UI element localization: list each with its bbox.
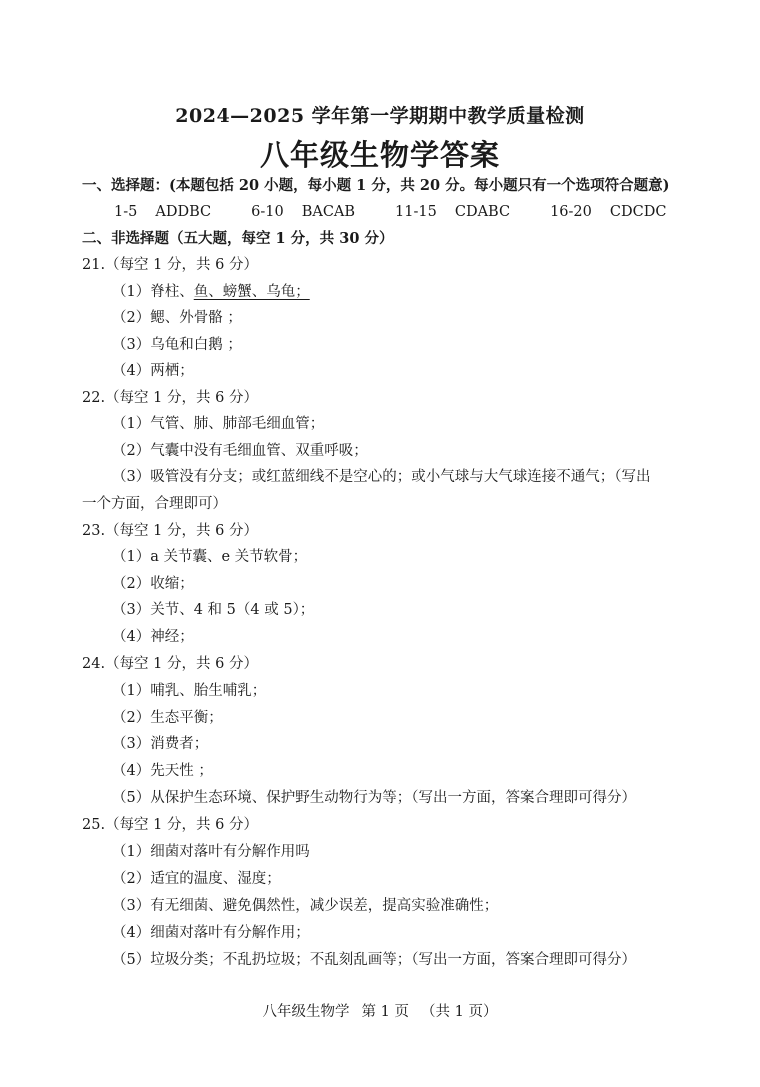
mcq-range: 6-10 [251,204,284,220]
q24-answer-4: （4）先天性 ； [112,763,213,779]
q25-answer-2: （2）适宜的温度、湿度； [112,871,281,887]
q24-answer-1: （1）哺乳、胎生哺乳； [112,683,267,699]
mcq-range: 16-20 [550,204,592,220]
q25-label: 25.（每空 1 分，共 6 分） [82,817,258,833]
footer-subject: 八年级生物学 [262,1004,350,1020]
mcq-answer-row [114,202,706,222]
q21-answer-2: （2）鳃、外骨骼 ； [112,310,242,326]
q21-answer-1-plain: （1）脊柱、 [112,284,194,300]
q22-answer-1: （1）气管、肺、肺部毛细血管； [112,416,325,432]
section2-heading: 二、非选择题（五大题，每空 1 分，共 30 分） [82,230,394,247]
q25-answer-1: （1）细菌对落叶有分解作用吗 [112,844,310,860]
page-footer [0,1000,760,1021]
q23-label: 23.（每空 1 分，共 6 分） [82,523,258,539]
mcq-answer: CDABC [454,204,511,220]
q24-answer-5: （5）从保护生态环境、保护野生动物行为等；（写出一方面，答案合理即可得分） [112,790,636,806]
section1-heading: 一、选择题：(本题包括 20 小题，每小题 1 分，共 20 分。每小题只有一个选项符合题意) [82,177,670,194]
q25-answer-5: （5）垃圾分类；不乱扔垃圾；不乱刻乱画等；（写出一方面，答案合理即可得分） [112,952,636,968]
mcq-range: 11-15 [395,204,437,220]
q23-answer-4: （4）神经； [112,629,194,645]
q23-answer-1: （1）a 关节囊、e 关节软骨； [112,549,308,565]
q25-answer-3: （3）有无细菌、避免偶然性，减少误差，提高实验准确性； [112,898,499,914]
page-title: 八年级生物学答案 [259,138,500,172]
q22-label: 22.（每空 1 分，共 6 分） [82,390,258,406]
q24-label: 24.（每空 1 分，共 6 分） [82,656,258,672]
mcq-answer: CDCDC [609,204,667,220]
q22-answer-3-line1: （3）吸管没有分支；或红蓝细线不是空心的；或小气球与大气球连接不通气；（写出 [112,469,651,485]
q21-answer-4: （4）两栖； [112,363,194,379]
mcq-range: 1-5 [114,204,138,220]
q21-label: 21.（每空 1 分，共 6 分） [82,257,258,273]
q24-answer-3: （3）消费者； [112,736,209,752]
exam-title: 2024—2025 学年第一学期期中教学质量检测 [175,105,585,127]
q23-answer-3: （3）关节、4 和 5（4 或 5）； [112,602,315,618]
q25-answer-4: （4）细菌对落叶有分解作用； [112,925,310,941]
q24-answer-2: （2）生态平衡； [112,710,223,726]
q21-answer-3: （3）乌龟和白鹅 ； [112,337,242,353]
footer-page-total: （共 1 页） [421,1004,498,1020]
q21-answer-1 [112,282,310,302]
q23-answer-2: （2）收缩； [112,576,194,592]
q22-answer-3-line2: 一个方面，合理即可） [82,496,227,512]
q22-answer-2: （2）气囊中没有毛细血管、双重呼吸； [112,443,368,459]
footer-page-number: 第 1 页 [361,1004,409,1020]
q21-answer-1-underlined: 鱼、螃蟹、乌龟； [193,284,310,300]
mcq-answer: BACAB [301,204,356,220]
mcq-answer: ADDBC [155,204,212,220]
